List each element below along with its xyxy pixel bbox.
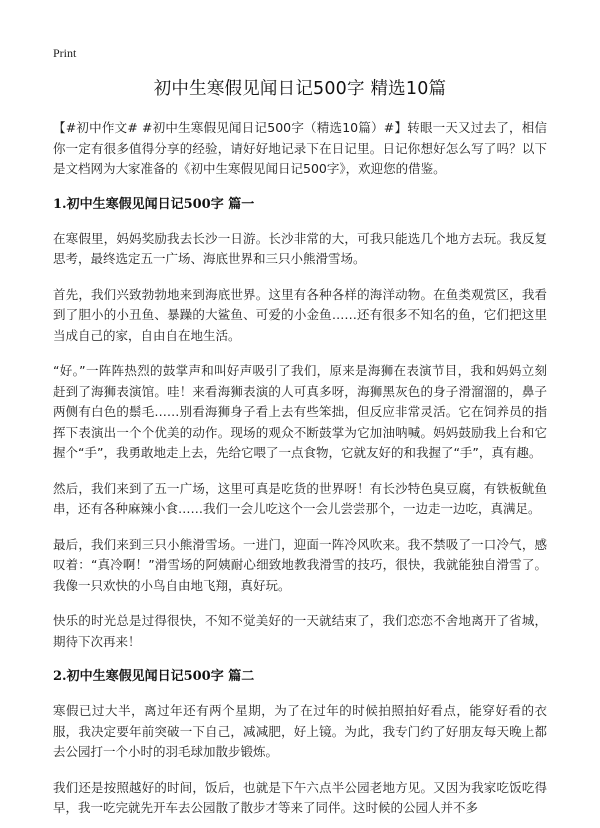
paragraph: 快乐的时光总是过得很快，不知不觉美好的一天就结束了，我们恋恋不舍地离开了省城，期待下次再来！ xyxy=(53,613,547,649)
paragraph: 首先，我们兴致勃勃地来到海底世界。这里有各种各样的海洋动物。在鱼类观赏区，我看到了胆小的小丑鱼、暴躁的大鲨鱼、可爱的小金鱼……还有很多不知名的鱼，它们把这里当成自己的家，自由自在地生活。 xyxy=(53,286,547,343)
print-label[interactable]: Print xyxy=(53,46,77,60)
paragraph: 最后，我们来到三只小熊滑雪场。一进门，迎面一阵冷风吹来。我不禁吸了一口冷气，感叹着：“真冷啊！”滑雪场的阿姨耐心细致地教我滑雪的技巧，很快，我就能独自滑雪了。我像一只欢快的小鸟自由地飞翔，真好玩。 xyxy=(53,536,547,593)
paragraph: 寒假已过大半，离过年还有两个星期，为了在过年的时候拍照拍好看点，能穿好看的衣服，我决定要年前突破一下自己，减减肥，好上镜。为此，我专门约了好朋友每天晚上都去公园打一个小时的羽毛球加散步锻炼。 xyxy=(53,703,547,759)
intro-paragraph: 【#初中作文# #初中生寒假见闻日记500字（精选10篇）#】转眼一天又过去了，相信你一定有很多值得分享的经验，请好好地记录下在日记里。日记你想好怎么写了吗？以下是文档网为大家准备的《初中生寒假见闻日记500字》，欢迎您的借鉴。 xyxy=(53,120,547,176)
article-body xyxy=(53,118,547,828)
paragraph: 我们还是按照越好的时间，饭后，也就是下午六点半公园老地方见。又因为我家吃饭吃得早，我一吃完就先开车去公园散了散步才等来了同伴。这时候的公园人并不多 xyxy=(53,779,547,815)
paragraph: “好。”一阵阵热烈的鼓掌声和叫好声吸引了我们，原来是海狮在表演节目，我和妈妈立刻赶到了海狮表演馆。哇！来看海狮表演的人可真多呀，海狮黑灰色的身子滑溜溜的，鼻子两侧有白色的鬃毛……别看海狮身子看上去有些笨拙，但反应非常灵活。它在饲养员的指挥下表演出一个个优美的动作。现场的观众不断鼓掌为它加油呐喊。妈妈鼓励我上台和它握个“手”，我勇敢地走上去，先给它喂了一点食物，它就友好的和我握了“手”，真有趣。 xyxy=(53,363,547,460)
section-heading-2: 2.初中生寒假见闻日记500字 篇二 xyxy=(53,669,255,684)
article-title: 初中生寒假见闻日记500字 精选10篇 xyxy=(153,79,447,99)
paragraph: 然后，我们来到了五一广场，这里可真是吃货的世界呀！有长沙特色臭豆腐，有铁板鱿鱼串，还有各种麻辣小食……我们一会儿吃这个一会儿尝尝那个，一边走一边吃，真满足。 xyxy=(53,480,547,516)
section-heading-1: 1.初中生寒假见闻日记500字 篇一 xyxy=(53,196,255,212)
paragraph: 在寒假里，妈妈奖励我去长沙一日游。长沙非常的大，可我只能选几个地方去玩。我反复思考，最终选定五一广场、海底世界和三只小熊滑雪场。 xyxy=(53,230,547,266)
